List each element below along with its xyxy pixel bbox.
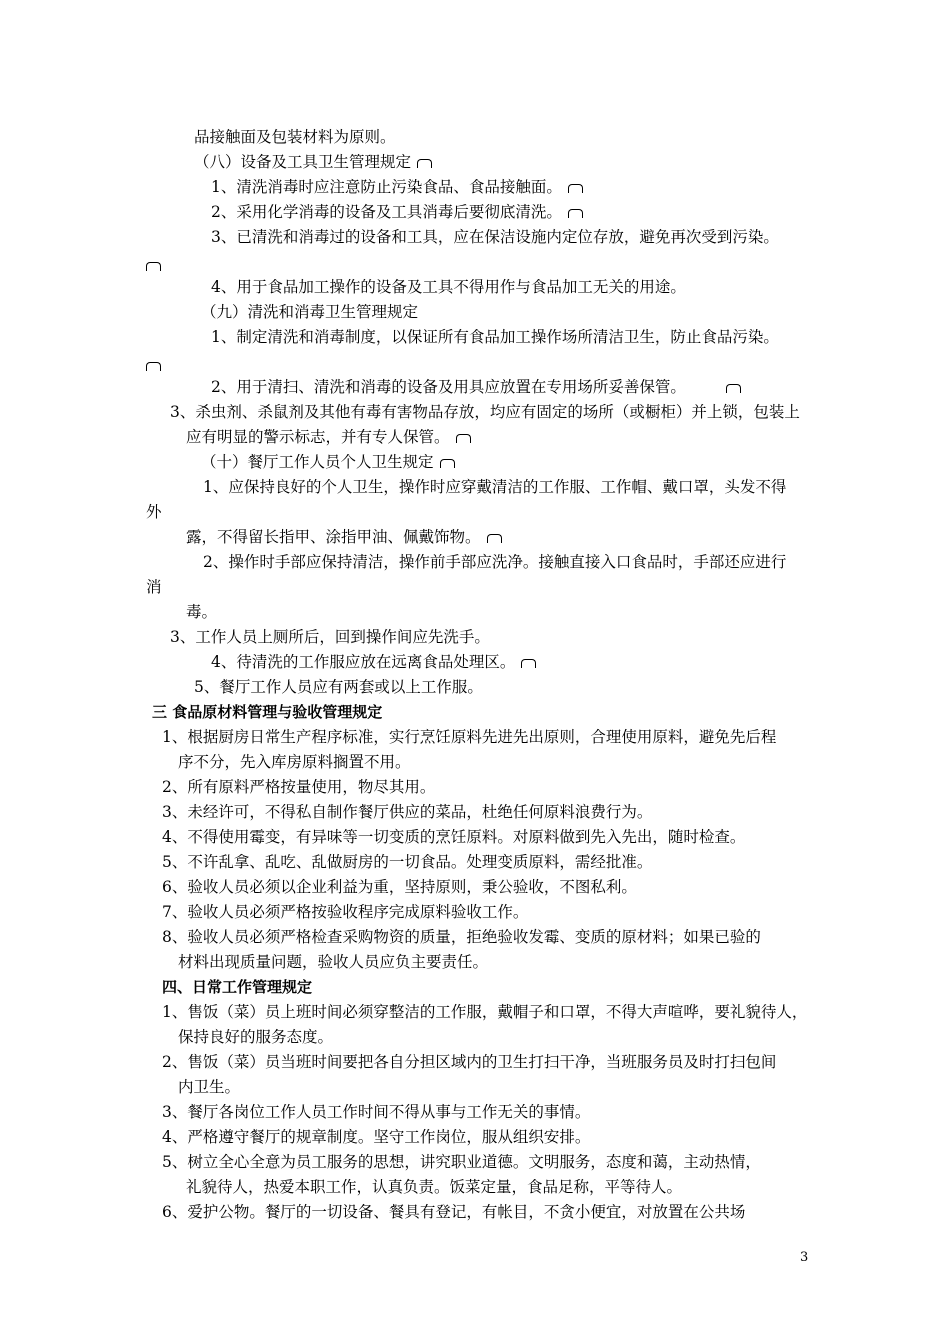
- text-line: 1、清洗消毒时应注意防止污染食品、食品接触面。: [211, 177, 583, 197]
- text-line: 1、应保持良好的个人卫生，操作时应穿戴清洁的工作服、工作帽、戴口罩，头发不得: [203, 478, 787, 496]
- text-line: 2、操作时手部应保持清洁，操作前手部应洗净。接触直接入口食品时，手部还应进行: [203, 553, 787, 571]
- section-heading: 三 食品原材料管理与验收管理规定: [152, 703, 383, 721]
- text-line: 4、不得使用霉变，有异味等一切变质的烹饪原料。对原料做到先入先出，随时检查。: [162, 828, 746, 846]
- section-heading: （九）清洗和消毒卫生管理规定: [201, 303, 419, 321]
- text-line: 外: [146, 503, 162, 521]
- text-line: 内卫生。: [178, 1078, 241, 1096]
- text-line: 2、用于清扫、清洗和消毒的设备及用具应放置在专用场所妥善保管。: [211, 377, 741, 397]
- text-line: 1、售饭（菜）员上班时间必须穿整洁的工作服，戴帽子和口罩，不得大声喧哗，要礼貌待人，: [162, 1003, 808, 1021]
- paragraph-mark-icon: [456, 434, 471, 443]
- paragraph-mark-icon: [146, 362, 161, 371]
- text-line: 毒。: [186, 603, 218, 621]
- text-line: 2、所有原料严格按量使用，物尽其用。: [162, 778, 436, 796]
- text-line: 4、严格遵守餐厅的规章制度。坚守工作岗位，服从组织安排。: [162, 1128, 591, 1146]
- paragraph-mark-icon: [440, 459, 455, 468]
- text-line: 5、树立全心全意为员工服务的思想，讲究职业道德。文明服务，态度和蔼，主动热情，: [162, 1153, 761, 1171]
- text-line: 露，不得留长指甲、涂指甲油、佩戴饰物。: [186, 527, 502, 547]
- text-line: 2、采用化学消毒的设备及工具消毒后要彻底清洗。: [211, 202, 583, 222]
- text-line: 消: [146, 578, 162, 596]
- paragraph-mark-icon: [417, 159, 432, 168]
- paragraph-mark-icon: [568, 184, 583, 193]
- section-heading: （十）餐厅工作人员个人卫生规定: [201, 452, 455, 472]
- paragraph-mark-icon: [146, 262, 161, 271]
- text-line: 5、不许乱拿、乱吃、乱做厨房的一切食品。处理变质原料，需经批准。: [162, 853, 653, 871]
- text-line: 序不分，先入库房原料搁置不用。: [178, 753, 411, 771]
- text-line: 3、已清洗和消毒过的设备和工具，应在保洁设施内定位存放，避免再次受到污染。: [211, 228, 779, 246]
- section-heading: 四、日常工作管理规定: [162, 978, 313, 996]
- text-line: 3、餐厅各岗位工作人员工作时间不得从事与工作无关的事情。: [162, 1103, 591, 1121]
- paragraph-mark-icon: [726, 384, 741, 393]
- page-number: 3: [800, 1250, 809, 1265]
- section-heading: （八）设备及工具卫生管理规定: [194, 152, 432, 172]
- text-line: 5、餐厅工作人员应有两套或以上工作服。: [194, 678, 483, 696]
- text-line: 6、爱护公物。餐厅的一切设备、餐具有登记，有帐目，不贪小便宜，对放置在公共场: [162, 1203, 746, 1221]
- text-line: 8、验收人员必须严格检查采购物资的质量，拒绝验收发霉、变质的原材料；如果已验的: [162, 928, 761, 946]
- text-line: 应有明显的警示标志，并有专人保管。: [186, 427, 471, 447]
- text-line: 材料出现质量问题，验收人员应负主要责任。: [178, 953, 489, 971]
- paragraph-mark-icon: [521, 659, 536, 668]
- text-line: 6、验收人员必须以企业利益为重，坚持原则，秉公验收，不图私利。: [162, 878, 637, 896]
- text-line: 礼貌待人，热爱本职工作，认真负责。饭菜定量，食品足称，平等待人。: [186, 1178, 683, 1196]
- text-line: 4、待清洗的工作服应放在远离食品处理区。: [211, 652, 536, 672]
- text-line: 保持良好的服务态度。: [178, 1028, 334, 1046]
- text-line: 1、根据厨房日常生产程序标准，实行烹饪原料先进先出原则，合理使用原料，避免先后程: [162, 728, 777, 746]
- text-line: 3、杀虫剂、杀鼠剂及其他有毒有害物品存放，均应有固定的场所（或橱柜）并上锁，包装上: [170, 403, 800, 421]
- text-line: 4、用于食品加工操作的设备及工具不得用作与食品加工无关的用途。: [211, 278, 686, 296]
- paragraph-mark-icon: [487, 534, 502, 543]
- text-line: 2、售饭（菜）员当班时间要把各自分担区域内的卫生打扫干净，当班服务员及时打扫包间: [162, 1053, 777, 1071]
- text-line: 品接触面及包装材料为原则。: [194, 128, 396, 146]
- text-line: 3、未经许可，不得私自制作餐厅供应的菜品，杜绝任何原料浪费行为。: [162, 803, 653, 821]
- text-line: 1、制定清洗和消毒制度，以保证所有食品加工操作场所清洁卫生，防止食品污染。: [211, 328, 779, 346]
- paragraph-mark-icon: [568, 209, 583, 218]
- text-line: 7、验收人员必须严格按验收程序完成原料验收工作。: [162, 903, 529, 921]
- text-line: 3、工作人员上厕所后，回到操作间应先洗手。: [170, 628, 490, 646]
